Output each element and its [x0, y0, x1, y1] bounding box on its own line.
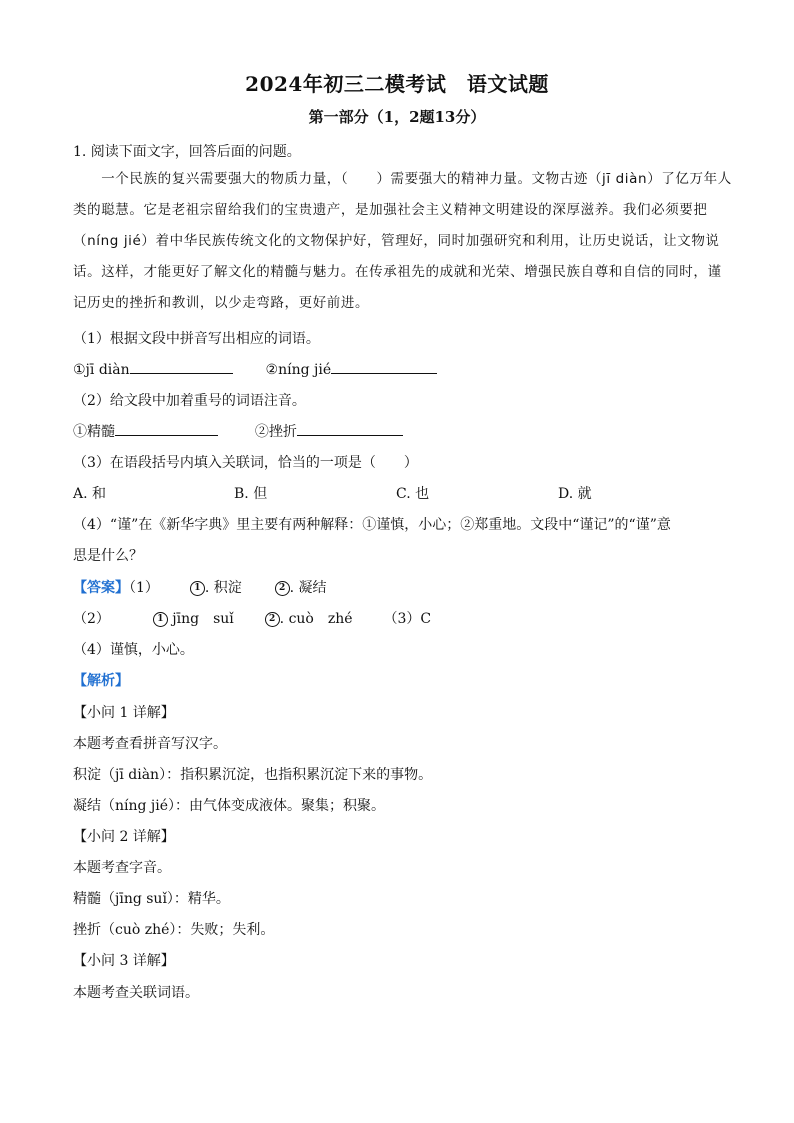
answer-blank: [297, 421, 403, 436]
answer-line-3: （4）谨慎，小心。: [73, 642, 194, 658]
answer-text: . cuò zhé: [279, 611, 353, 627]
analysis-text: 挫折（cuò zhé）：失败；失利。: [73, 922, 275, 938]
exam-title: 2024年初三二模考试 语文试题: [245, 72, 549, 96]
answer-blank: [130, 359, 233, 374]
analysis-text: 本题考查关联词语。: [73, 985, 199, 1001]
answer-tag: 【答案】: [73, 580, 129, 596]
passage-line: 记历史的挫折和教训，以少走弯路，更好前进。: [73, 295, 370, 311]
analysis-tag: 【解析】: [73, 673, 129, 689]
passage-line: 话。这样，才能更好了解文化的精髓与魅力。在传承祖先的成就和光荣、增强民族自尊和自信的同时，谨: [73, 264, 722, 280]
analysis-section-3-title: 【小问 3 详解】: [73, 953, 175, 969]
sub-question-2-prompt: （2）给文段中加着重号的词语注音。: [73, 393, 306, 409]
analysis-text: 本题考查字音。: [73, 860, 171, 876]
analysis-text: 本题考查看拼音写汉字。: [73, 736, 227, 752]
answer-blank: [115, 421, 218, 436]
analysis-text: 凝结（níng jié）：由气体变成液体。聚集；积聚。: [73, 798, 386, 814]
sub-question-3-prompt: （3）在语段括号内填入关联词，恰当的一项是（ ）: [73, 455, 418, 471]
section-subtitle: 第一部分（1，2题13分）: [308, 108, 486, 126]
answer-line-1: [73, 577, 327, 597]
circled-number: 1: [190, 581, 205, 596]
passage-line: （níng jié）着中华民族传统文化的文物保护好，管理好，同时加强研究和利用，让历史说话，让文物说: [73, 233, 720, 249]
analysis-section-2-title: 【小问 2 详解】: [73, 829, 175, 845]
sub-question-4-line-1: （4）“谨”在《新华字典》里主要有两种解释：①谨慎，小心；②郑重地。文段中“谨记”的“谨”意: [73, 517, 671, 533]
analysis-text: 精髓（jīng suǐ）：精华。: [73, 891, 230, 907]
blank-label-a: ①精髓: [73, 424, 115, 440]
option-a: A. 和: [73, 486, 107, 502]
sub-question-2-blanks: [73, 421, 403, 441]
blank-label-a: ①jī diàn: [73, 362, 130, 378]
question-1-stem: 1. 阅读下面文字，回答后面的问题。: [73, 144, 301, 160]
answer-line-2: [73, 608, 431, 628]
reading-passage: [73, 164, 732, 319]
answer-prefix: （1）: [129, 580, 159, 596]
answer-text: . 凝结: [289, 580, 327, 596]
blank-label-b: ②挫折: [254, 424, 297, 440]
blank-label-b: ②níng jié: [265, 362, 332, 378]
sub-question-4-line-2: 思是什么？: [73, 548, 143, 564]
circled-number: 2: [275, 581, 290, 596]
sub-question-1-prompt: （1）根据文段中拼音写出相应的词语。: [73, 331, 320, 347]
answer-blank: [331, 359, 437, 374]
answer-text: （3）C: [383, 611, 432, 627]
passage-line: 类的聪慧。它是老祖宗留给我们的宝贵遗产，是加强社会主义精神文明建设的深厚滋养。我们必须要把: [73, 202, 708, 218]
option-d: D. 就: [558, 486, 592, 502]
analysis-text: 积淀（jī diàn）：指积累沉淀，也指积累沉淀下来的事物。: [73, 767, 433, 783]
option-c: C. 也: [396, 486, 430, 502]
sub-question-1-blanks: [73, 359, 437, 378]
answer-prefix: （2）: [73, 611, 110, 627]
circled-number: 2: [265, 612, 280, 627]
circled-number: 1: [153, 612, 168, 627]
passage-line: 一个民族的复兴需要强大的物质力量，（ ）需要强大的精神力量。文物古迹（jī diàn）了亿万年人: [73, 171, 732, 187]
answer-text: . 积淀: [204, 580, 242, 596]
answer-text: jīng suǐ: [167, 611, 234, 627]
option-b: B. 但: [234, 486, 268, 502]
analysis-section-1-title: 【小问 1 详解】: [73, 705, 175, 721]
